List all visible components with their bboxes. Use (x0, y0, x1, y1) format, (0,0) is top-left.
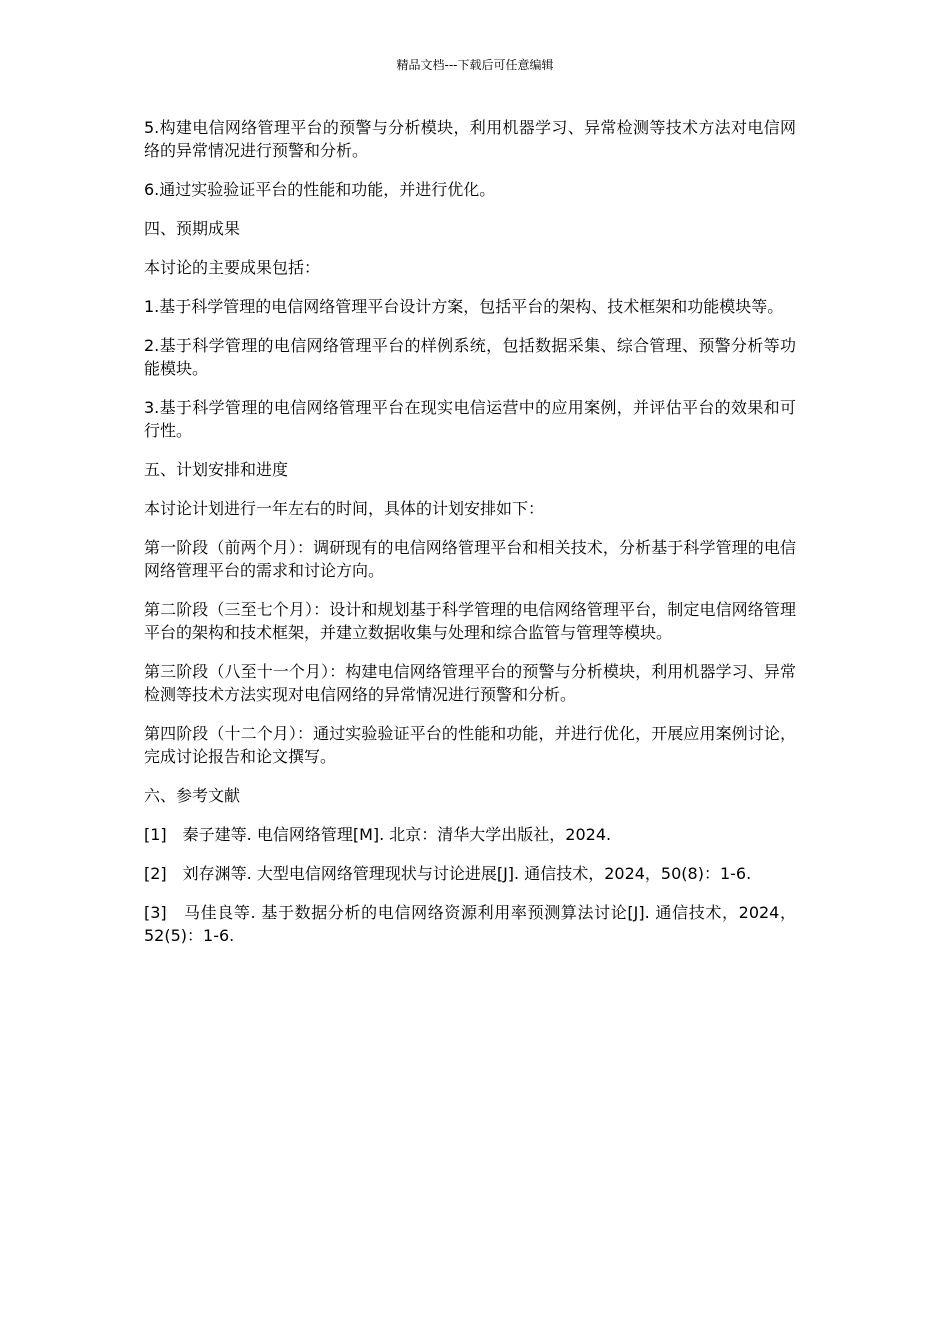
reference-2: [2] 刘存渊等. 大型电信网络管理现状与讨论进展[J]. 通信技术，2024，50(8)：1-6. (144, 864, 752, 883)
section-heading-references: 六、参考文献 (144, 786, 241, 805)
document-body (144, 116, 796, 963)
section-heading-schedule: 五、计划安排和进度 (144, 460, 289, 479)
reference-3: [3] 马佳良等. 基于数据分析的电信网络资源利用率预测算法讨论[J]. 通信技术，2024，52(5)：1-6. (144, 903, 796, 945)
page-header: 精品文档---下载后可任意编辑 (396, 58, 554, 72)
paragraph-phase-1: 第一阶段（前两个月）：调研现有的电信网络管理平台和相关技术，分析基于科学管理的电信网络管理平台的需求和讨论方向。 (144, 538, 796, 580)
section-heading-expected-results: 四、预期成果 (144, 219, 241, 238)
paragraph-step-6: 6.通过实验验证平台的性能和功能，并进行优化。 (144, 180, 496, 199)
paragraph-phase-2: 第二阶段（三至七个月）：设计和规划基于科学管理的电信网络管理平台，制定电信网络管理平台的架构和技术框架，并建立数据收集与处理和综合监管与管理等模块。 (144, 600, 796, 642)
paragraph-result-1: 1.基于科学管理的电信网络管理平台设计方案，包括平台的架构、技术框架和功能模块等。 (144, 297, 784, 316)
paragraph-schedule-intro: 本讨论计划进行一年左右的时间，具体的计划安排如下： (144, 499, 545, 518)
paragraph-phase-4: 第四阶段（十二个月）：通过实验验证平台的性能和功能，并进行优化，开展应用案例讨论，完成讨论报告和论文撰写。 (144, 724, 796, 766)
paragraph-results-intro: 本讨论的主要成果包括： (144, 258, 321, 277)
paragraph-phase-3: 第三阶段（八至十一个月）：构建电信网络管理平台的预警与分析模块，利用机器学习、异常检测等技术方法实现对电信网络的异常情况进行预警和分析。 (144, 662, 796, 704)
reference-1: [1] 秦子建等. 电信网络管理[M]. 北京：清华大学出版社，2024. (144, 825, 612, 844)
paragraph-result-3: 3.基于科学管理的电信网络管理平台在现实电信运营中的应用案例，并评估平台的效果和可行性。 (144, 398, 796, 440)
paragraph-step-5: 5.构建电信网络管理平台的预警与分析模块，利用机器学习、异常检测等技术方法对电信网络的异常情况进行预警和分析。 (144, 118, 796, 160)
paragraph-result-2: 2.基于科学管理的电信网络管理平台的样例系统，包括数据采集、综合管理、预警分析等功能模块。 (144, 336, 796, 378)
